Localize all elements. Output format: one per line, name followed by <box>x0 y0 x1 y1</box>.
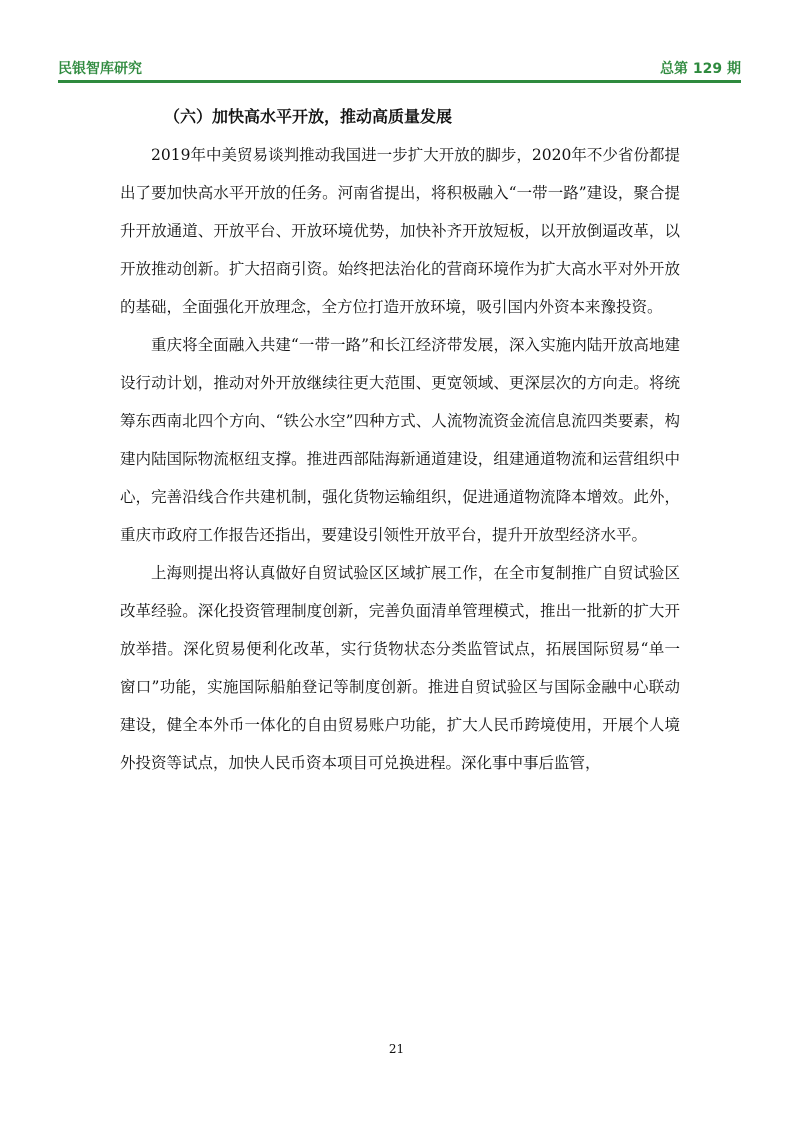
paragraph-shanghai: 上海则提出将认真做好自贸试验区区域扩展工作，在全市复制推广自贸试验区改革经验。深化投资管理制度创新，完善负面清单管理模式，推出一批新的扩大开放举措。深化贸易便利化改革，实行货物状态分类监管试点，拓展国际贸易“单一窗口”功能，实施国际船舶登记等制度创新。推进自贸试验区与国际金融中心联动建设，健全本外币一体化的自由贸易账户功能，扩大人民币跨境使用，开展个人境外投资等试点，加快人民币资本项目可兑换进程。深化事中事后监管， <box>120 564 680 772</box>
section-heading: （六）加快高水平开放，推动高质量发展 <box>164 107 453 126</box>
document-body <box>120 98 680 782</box>
page-number: 21 <box>388 1042 405 1056</box>
paragraph-henan: 2019年中美贸易谈判推动我国进一步扩大开放的脚步，2020年不少省份都提出了要加快高水平开放的任务。河南省提出，将积极融入“一带一路”建设，聚合提升开放通道、开放平台、开放环境优势，加快补齐开放短板，以开放倒逼改革，以开放推动创新。扩大招商引资。始终把法治化的营商环境作为扩大高水平对外开放的基础，全面强化开放理念，全方位打造开放环境，吸引国内外资本来豫投资。 <box>120 146 680 316</box>
brand-name: 民银智库研究 <box>58 61 142 77</box>
header-divider <box>58 80 741 83</box>
issue-number: 总第 129 期 <box>660 61 741 77</box>
page-header <box>58 60 741 82</box>
paragraph-chongqing: 重庆将全面融入共建“一带一路”和长江经济带发展，深入实施内陆开放高地建设行动计划，推动对外开放继续往更大范围、更宽领域、更深层次的方向走。将统筹东西南北四个方向、“铁公水空”四种方式、人流物流资金流信息流四类要素，构建内陆国际物流枢纽支撑。推进西部陆海新通道建设，组建通道物流和运营组织中心，完善沿线合作共建机制，强化货物运输组织，促进通道物流降本增效。此外，重庆市政府工作报告还指出，要建设引领性开放平台，提升开放型经济水平。 <box>120 336 680 544</box>
